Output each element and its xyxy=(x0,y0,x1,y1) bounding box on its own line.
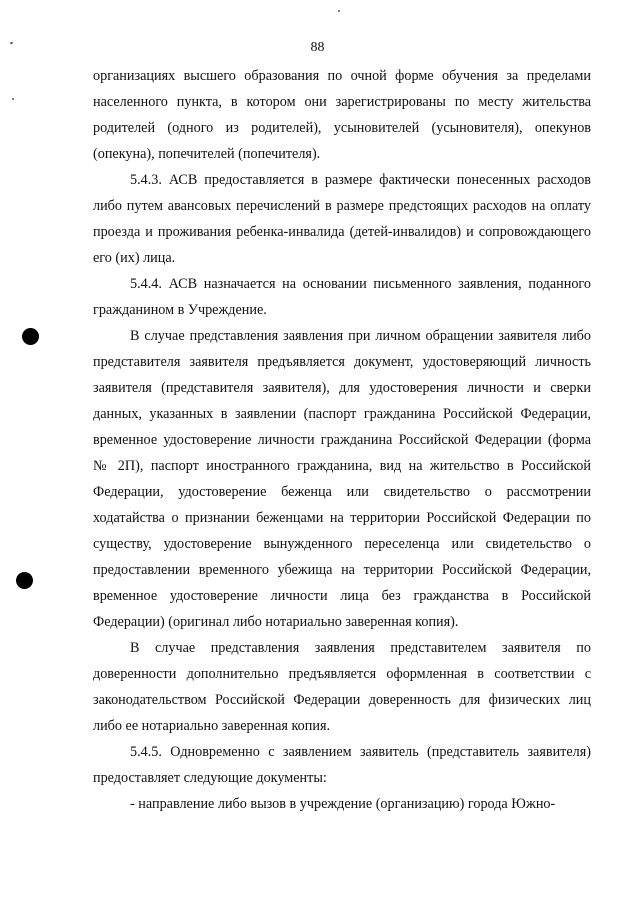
paragraph: 5.4.4. АСВ назначается на основании письменного заявления, поданного гражданином в Учреждение. xyxy=(93,276,591,318)
scan-speck xyxy=(12,98,14,100)
scan-speck xyxy=(338,10,340,12)
paragraph: организациях высшего образования по очной форме обучения за пределами населенного пункта, в котором они зарегистрированы по месту жительства родителей (одного из родителей), усыновителей (усыновителя), опекунов (опекуна), попечителей (попечителя). xyxy=(93,68,591,162)
document-body xyxy=(93,63,591,817)
page-number: 88 xyxy=(310,40,325,55)
punch-hole xyxy=(16,572,33,589)
punch-hole xyxy=(22,328,39,345)
list-item: - направление либо вызов в учреждение (организацию) города Южно- xyxy=(130,796,556,812)
paragraph: 5.4.3. АСВ предоставляется в размере фактически понесенных расходов либо путем авансовых перечислений в размере предстоящих расходов на оплату проезда и проживания ребенка-инвалида (детей-инвалидов) и сопровождающего его (их) лица. xyxy=(93,172,591,266)
paragraph: В случае представления заявления представителем заявителя по доверенности дополнительно предъявляется оформленная в соответствии с законодательством Российской Федерации доверенность для физических лиц либо ее нотариально заверенная копия. xyxy=(93,640,591,734)
paragraph: В случае представления заявления при личном обращении заявителя либо представителя заявителя предъявляется документ, удостоверяющий личность заявителя (представителя заявителя), для удостоверения личности и сверки данных, указанных в заявлении (паспорт гражданина Российской Федерации, временное удостоверение личности гражданина Российской Федерации (форма № 2П), паспорт иностранного гражданина, вид на жительство в Российской Федерации, удостоверение беженца или свидетельство о рассмотрении ходатайства о признании беженцами на территории Российской Федерации по существу, удостоверение вынужденного переселенца или свидетельство о предоставлении временного убежища на территории Российской Федерации, временное удостоверение личности лица без гражданства в Российской Федерации) (оригинал либо нотариально заверенная копия). xyxy=(93,328,591,630)
paragraph: 5.4.5. Одновременно с заявлением заявитель (представитель заявителя) предоставляет следующие документы: xyxy=(93,744,591,786)
